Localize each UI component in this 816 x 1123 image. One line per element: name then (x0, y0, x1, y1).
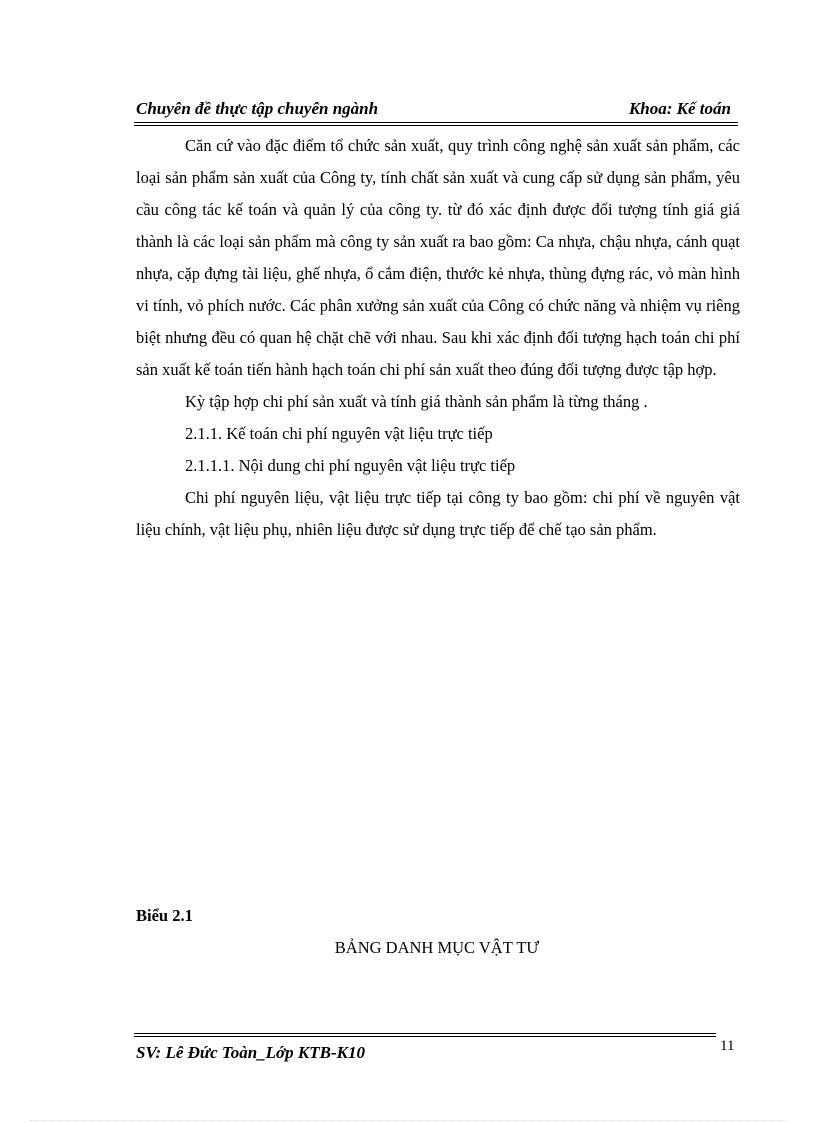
header-rule-bottom (134, 125, 738, 126)
header-rule-top (134, 122, 738, 123)
footer-rule-bottom (134, 1036, 716, 1037)
footer-student: SV: Lê Đức Toàn_Lớp KTB-K10 (136, 1043, 365, 1062)
body-text (136, 130, 740, 546)
table-title: BẢNG DANH MỤC VẬT TƯ (334, 938, 540, 957)
footer-rule-top (134, 1033, 716, 1034)
section-heading-2-1-1: 2.1.1. Kế toán chi phí nguyên vật liệu trực tiếp (185, 424, 493, 443)
paragraph-2: Kỳ tập hợp chi phí sản xuất và tính giá thành sản phẩm là từng tháng . (185, 392, 648, 411)
section-heading-2-1-1-1: 2.1.1.1. Nội dung chi phí nguyên vật liệu trực tiếp (185, 456, 516, 475)
bieu-label: Biểu 2.1 (136, 906, 193, 925)
paragraph-1: Căn cứ vào đặc điểm tổ chức sản xuất, quy trình công nghệ sản xuất sản phẩm, các loại sản phẩm sản xuất của Công ty, tính chất sản xuất và cung cấp sử dụng sản phẩm, yêu cầu công tác kế toán và quản lý của công ty. từ đó xác định được đối tượng tính giá giá thành là các loại sản phẩm mà công ty sản xuất ra bao gồm: Ca nhựa, chậu nhựa, cánh quạt nhựa, cặp đựng tài liệu, ghế nhựa, ổ cắm điện, thước kẻ nhựa, thùng đựng rác, vỏ màn hình vi tính, vỏ phích nước. Các phân xưởng sản xuất của Công có chức năng và nhiệm vụ riêng biệt nhưng đều có quan hệ chặt chẽ với nhau. Sau khi xác định đối tượng hạch toán chi phí sản xuất kế toán tiến hành hạch toán chi phí sản xuất theo đúng đối tượng được tập hợp. (136, 136, 740, 379)
page-edge-divider (30, 1120, 786, 1121)
page-number: 11 (720, 1038, 735, 1054)
paragraph-3: Chi phí nguyên liệu, vật liệu trực tiếp tại công ty bao gồm: chi phí về nguyên vật liệu chính, vật liệu phụ, nhiên liệu được sử dụng trực tiếp để chế tạo sản phẩm. (136, 488, 740, 539)
header-right-title: Khoa: Kế toán (628, 99, 731, 118)
header-left-title: Chuyên đề thực tập chuyên ngành (136, 99, 379, 118)
